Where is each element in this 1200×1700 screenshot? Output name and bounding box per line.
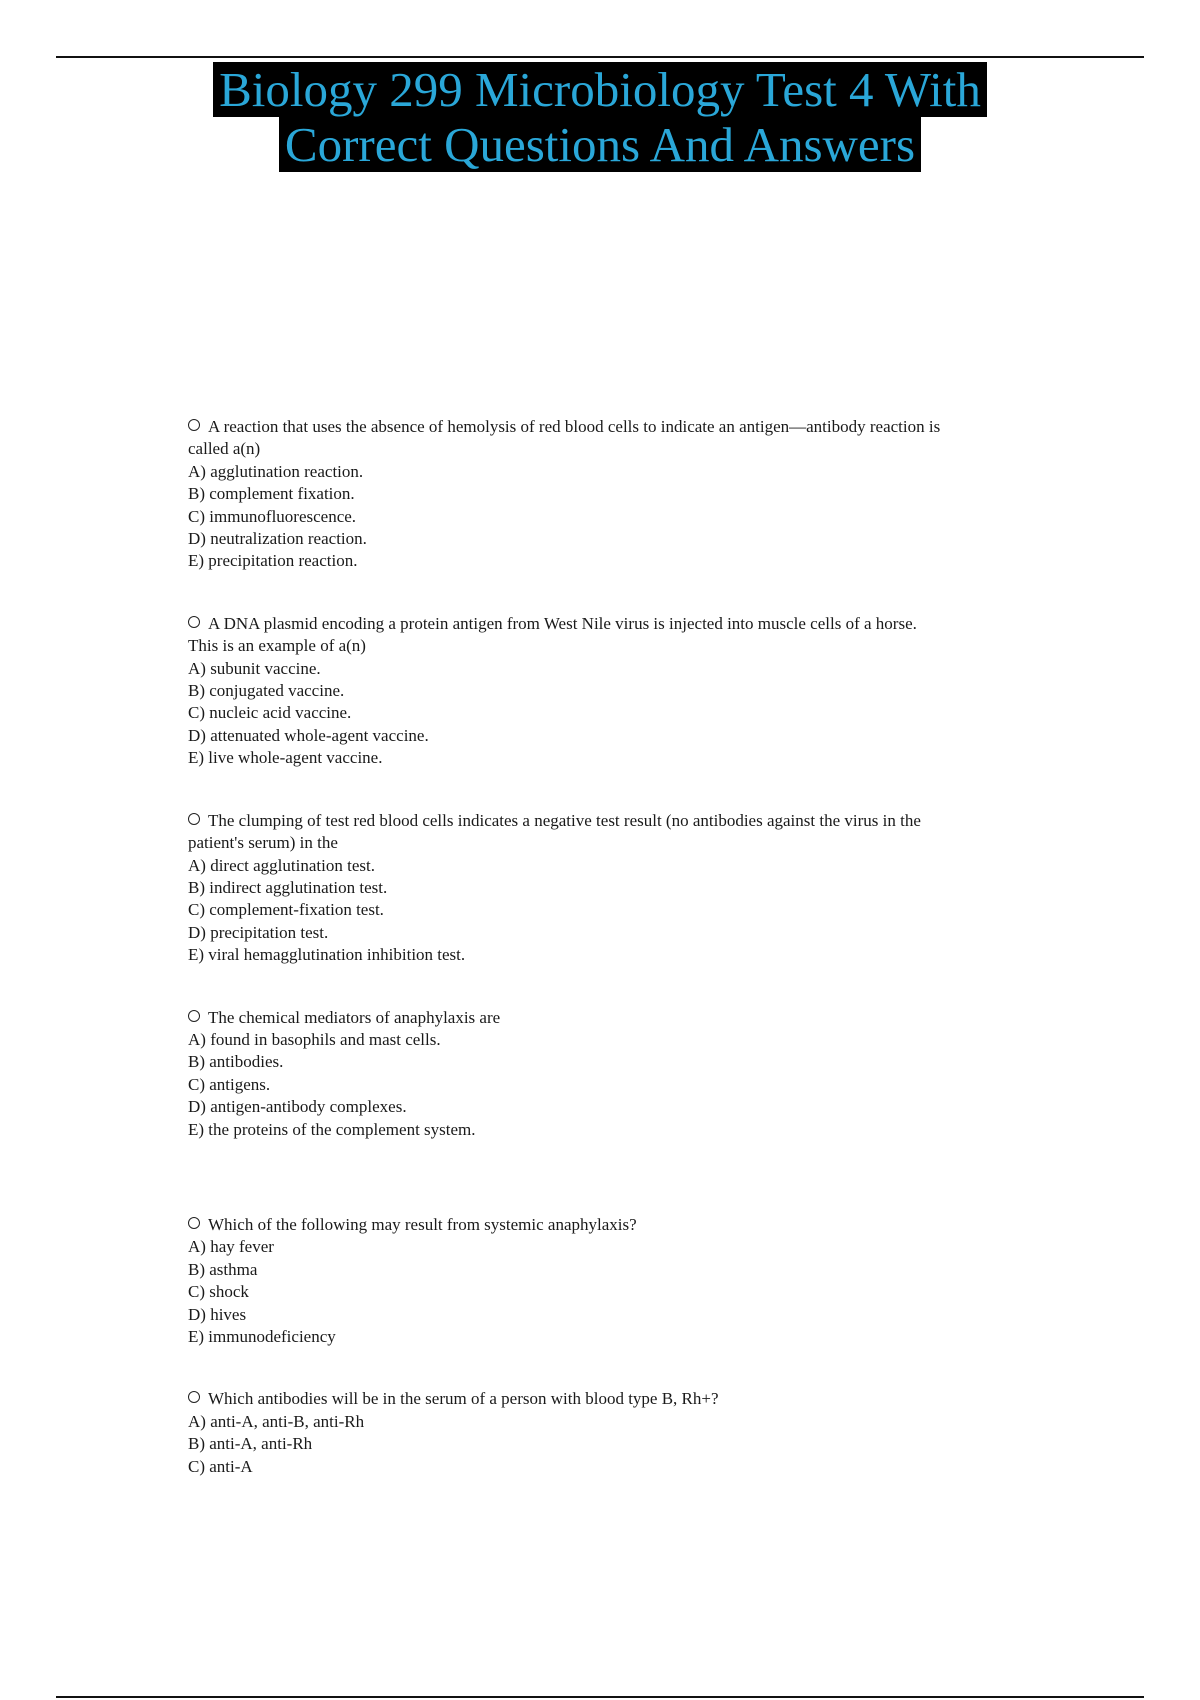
footer-rule	[56, 1696, 1144, 1698]
header-rule	[56, 56, 1144, 58]
question-1	[188, 416, 948, 573]
question-text: A DNA plasmid encoding a protein antigen from West Nile virus is injected into muscle cells of a horse. This is an example of a(n)	[188, 613, 917, 656]
radio-circle-icon[interactable]	[188, 1217, 200, 1229]
question-stem	[188, 1007, 948, 1029]
question-text: Which antibodies will be in the serum of a person with blood type B, Rh+?	[208, 1389, 719, 1409]
question-text: A reaction that uses the absence of hemolysis of red blood cells to indicate an antigen—antibody reaction is called a(n)	[188, 417, 941, 459]
answer-option: C) nucleic acid vaccine.	[188, 703, 352, 723]
question-stem	[188, 416, 948, 461]
question-stem	[188, 810, 948, 855]
answer-option: E) precipitation reaction.	[188, 551, 358, 571]
answer-option: E) live whole-agent vaccine.	[188, 748, 383, 768]
answer-option: D) antigen-antibody complexes.	[188, 1097, 407, 1117]
answer-option: B) antibodies.	[188, 1052, 284, 1072]
radio-circle-icon[interactable]	[188, 616, 200, 628]
question-stem	[188, 1214, 948, 1236]
question-5	[188, 1214, 948, 1348]
answer-option: B) asthma	[188, 1259, 258, 1279]
radio-circle-icon[interactable]	[188, 1010, 200, 1022]
question-text: Which of the following may result from systemic anaphylaxis?	[208, 1214, 637, 1234]
answer-option: B) complement fixation.	[188, 484, 355, 504]
document-title	[0, 62, 1200, 172]
title-line-1: Biology 299 Microbiology Test 4 With	[213, 62, 987, 117]
answer-option: C) shock	[188, 1282, 249, 1302]
answer-option: A) subunit vaccine.	[188, 658, 321, 678]
answer-option: C) immunofluorescence.	[188, 506, 357, 526]
answer-option: A) agglutination reaction.	[188, 461, 364, 481]
answer-option: E) viral hemagglutination inhibition test.	[188, 945, 466, 965]
answer-option: D) hives	[188, 1304, 247, 1324]
radio-circle-icon[interactable]	[188, 813, 200, 825]
answer-option: A) direct agglutination test.	[188, 855, 375, 875]
question-6	[188, 1388, 948, 1478]
answer-option: E) the proteins of the complement system.	[188, 1119, 476, 1139]
question-3	[188, 810, 948, 967]
answer-option: B) indirect agglutination test.	[188, 877, 388, 897]
answer-option: D) precipitation test.	[188, 922, 329, 942]
radio-circle-icon[interactable]	[188, 419, 200, 431]
answer-option: D) attenuated whole-agent vaccine.	[188, 725, 429, 745]
question-text: The chemical mediators of anaphylaxis are	[208, 1007, 501, 1027]
question-stem	[188, 613, 948, 658]
answer-option: A) found in basophils and mast cells.	[188, 1029, 441, 1049]
question-2	[188, 613, 948, 770]
question-list	[188, 416, 948, 1478]
question-text: The clumping of test red blood cells indicates a negative test result (no antibodies against the virus in the patient's serum) in the	[188, 810, 921, 853]
answer-option: B) anti-A, anti-Rh	[188, 1434, 313, 1454]
answer-option: C) antigens.	[188, 1074, 271, 1094]
radio-circle-icon[interactable]	[188, 1391, 200, 1403]
question-4	[188, 1007, 948, 1141]
question-stem	[188, 1388, 948, 1410]
answer-option: A) hay fever	[188, 1237, 274, 1257]
answer-option: A) anti-A, anti-B, anti-Rh	[188, 1411, 365, 1431]
answer-option: C) complement-fixation test.	[188, 900, 384, 920]
title-line-2: Correct Questions And Answers	[279, 117, 921, 172]
answer-option: D) neutralization reaction.	[188, 529, 367, 549]
answer-option: B) conjugated vaccine.	[188, 681, 345, 701]
answer-option: C) anti-A	[188, 1456, 253, 1476]
answer-option: E) immunodeficiency	[188, 1327, 336, 1346]
